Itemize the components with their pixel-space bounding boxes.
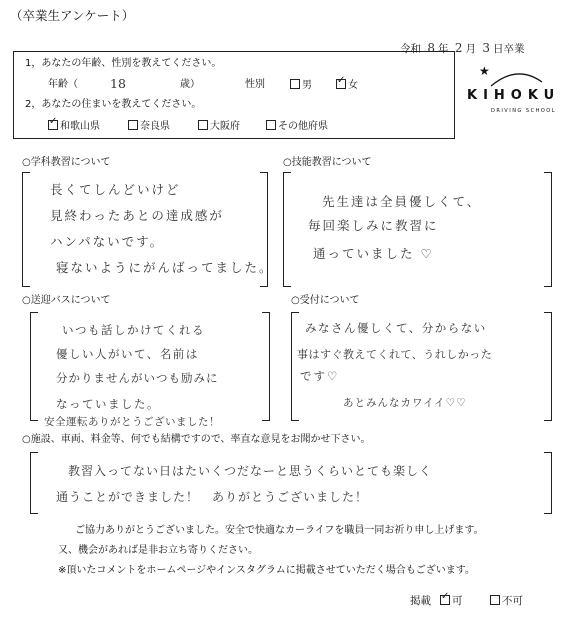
date-month-unit: 月 (465, 43, 476, 55)
pref-option-nara[interactable] (128, 120, 170, 133)
q2-label: 2，あなたの住まいを教えてください。 (25, 99, 202, 110)
osaka-checkbox[interactable] (198, 120, 208, 130)
bracket-right (544, 452, 552, 514)
bracket-right (262, 312, 270, 421)
star-icon: ★ (479, 64, 490, 78)
publish-ng-checkbox[interactable] (490, 595, 500, 605)
male-label: 男 (302, 80, 312, 91)
bracket-right (544, 172, 552, 287)
age-unit: 歳） (180, 79, 200, 90)
other-pref-label: その他府県 (278, 121, 328, 132)
wakayama-checkbox[interactable] (48, 120, 58, 130)
publish-ok-label: 可 (452, 595, 463, 607)
wakayama-label: 和歌山県 (60, 121, 100, 132)
date-year-unit: 年 (437, 43, 449, 55)
date-era: 令和 (400, 43, 421, 55)
footer-thanks: ご協力ありがとうございました。安全で快適なカーライフを職員一同お祈り申し上げます。 (75, 525, 484, 536)
bracket-left (22, 172, 30, 287)
osaka-label: 大阪府 (210, 121, 240, 132)
date-day-unit: 日卒業 (492, 43, 525, 55)
logo-text: KIHOKU (467, 88, 561, 103)
uketsuke-line-3: です♡ (300, 369, 340, 383)
publish-ng-option[interactable] (490, 595, 523, 607)
q1-label: 1，あなたの年齢、性別を教えてください。 (25, 58, 222, 69)
other-pref-checkbox[interactable] (266, 120, 276, 130)
female-label: 女 (348, 80, 358, 91)
section-title-other: ○施設、車両、料金等、何でも結構ですので、率直な意見をお聞かせ下さい。 (22, 434, 371, 445)
section-title-bus: ○送迎バスについて (22, 295, 111, 306)
survey-title: （卒業生アンケート） (10, 8, 135, 23)
bracket-left (30, 452, 38, 514)
age-label: 年齢（ (48, 79, 78, 90)
pref-option-wakayama[interactable] (48, 120, 100, 133)
publish-ng-label: 不可 (502, 595, 523, 607)
section-title-uketsuke: ○受付について (291, 295, 360, 306)
other-line-1: 教習入ってない日はたいくつだなーと思うくらいとても楽しく (68, 464, 433, 478)
bracket-right (544, 312, 552, 421)
section-title-gino: ○技能教習について (283, 157, 372, 168)
gakka-line-2: 見終わったあとの達成感が (50, 208, 224, 223)
gender-label: 性別 (245, 79, 265, 90)
gakka-line-1: 長くてしんどいけど (50, 182, 181, 197)
bracket-left (30, 312, 38, 421)
publish-ok-checkbox[interactable] (440, 595, 450, 605)
bus-line-5: 安全運転ありがとうございました！ (44, 416, 220, 428)
date-month: 2 (454, 41, 463, 55)
logo-arc (489, 68, 544, 88)
gender-female-option[interactable] (336, 79, 358, 92)
uketsuke-line-1: みなさん優しくて、分からない (305, 321, 487, 335)
kihoku-logo (465, 64, 560, 124)
date-day: 3 (482, 41, 490, 55)
gakka-line-4: 寝ないようにがんばってました。 (56, 260, 274, 275)
male-checkbox[interactable] (290, 79, 300, 89)
bracket-left (283, 172, 291, 287)
section-title-gakka: ○学科教習について (22, 157, 111, 168)
pref-option-other[interactable] (266, 120, 328, 133)
gakka-line-3: ハンパないです。 (50, 234, 165, 249)
bus-line-3: 分かりませんがいつも励みに (56, 371, 219, 385)
gino-line-1: 先生達は全員優しくて、 (322, 194, 482, 209)
female-checkbox[interactable] (336, 79, 346, 89)
pref-option-osaka[interactable] (198, 120, 240, 133)
footer-note: ※頂いたコメントをホームページやインスタグラムに掲載させていただく場合もございます。 (58, 565, 475, 576)
gender-male-option[interactable] (290, 79, 312, 92)
logo-subtext: DRIVING SCHOOL (491, 108, 556, 114)
uketsuke-line-4: あとみんなカワイイ♡♡ (343, 397, 467, 409)
uketsuke-line-2: 事はすぐ教えてくれて、うれしかった (297, 348, 493, 361)
publish-ok-option[interactable] (440, 595, 463, 607)
bracket-left (291, 312, 299, 421)
other-line-2: 通うことができました！ ありがとうございました！ (56, 490, 369, 504)
gino-line-3: 通っていました ♡ (313, 246, 434, 261)
bus-line-2: 優しい人がいて、名前は (56, 347, 199, 361)
nara-checkbox[interactable] (128, 120, 138, 130)
publish-label: 掲載 (410, 595, 431, 607)
date-year: 8 (427, 41, 435, 55)
bus-line-4: なっていました。 (56, 397, 160, 411)
bus-line-1: いつも話しかけてくれる (62, 323, 205, 337)
nara-label: 奈良県 (140, 121, 170, 132)
footer-visit: 又、機会があれば是非お立ち寄りください。 (58, 545, 258, 556)
age-value: 18 (110, 76, 126, 91)
gino-line-2: 毎回楽しみに教習に (308, 218, 439, 233)
